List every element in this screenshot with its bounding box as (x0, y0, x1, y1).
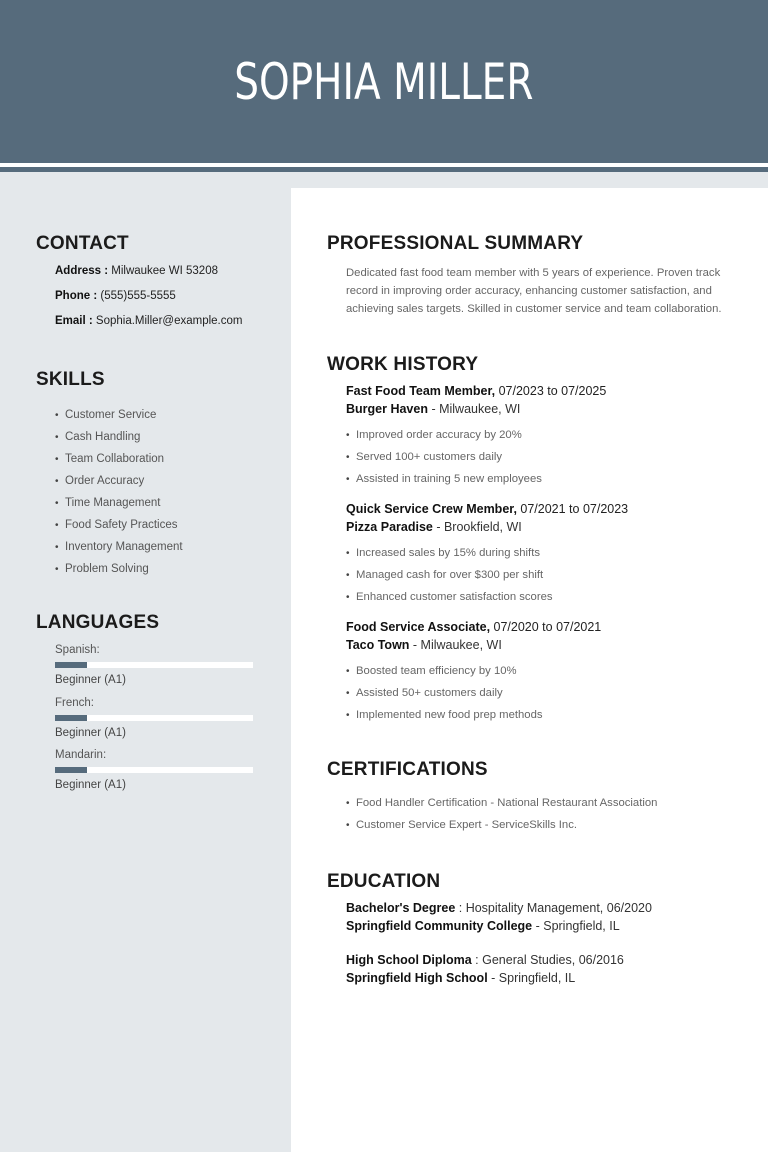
language-name: Spanish: (55, 644, 100, 656)
job-bullets (346, 424, 746, 490)
job-bullets (346, 542, 746, 608)
job-company-line (346, 520, 746, 538)
education-heading: EDUCATION (327, 871, 441, 892)
job-role: Fast Food Team Member, (346, 384, 496, 398)
bullet-icon: • (55, 519, 59, 531)
education-school: Springfield High School (346, 971, 488, 985)
job-entry (346, 620, 746, 726)
job-bullet: • Implemented new food prep methods (346, 709, 543, 721)
job-title-line (346, 620, 746, 638)
summary-heading: PROFESSIONAL SUMMARY (327, 233, 584, 254)
bullet-icon: • (55, 475, 59, 487)
job-company: Burger Haven (346, 402, 428, 416)
education-location: - Springfield, IL (487, 971, 576, 985)
address-label: Address : (55, 265, 109, 277)
education-field: : General Studies, 06/2016 (471, 953, 624, 967)
job-bullet: • Managed cash for over $300 per shift (346, 569, 544, 581)
job-bullet: • Enhanced customer satisfaction scores (346, 591, 553, 603)
certification-item: • Food Handler Certification - National Restaurant Association (346, 797, 658, 809)
skill-item: • Cash Handling (55, 431, 141, 443)
job-dates: 07/2021 to 07/2023 (516, 502, 629, 516)
education-location: - Springfield, IL (532, 919, 620, 933)
language-proficiency-bar (55, 662, 253, 668)
job-bullet: • Improved order accuracy by 20% (346, 429, 522, 441)
bullet-icon: • (55, 409, 59, 421)
bullet-icon: • (55, 563, 59, 575)
language-level: Beginner (A1) (55, 674, 126, 686)
email-label: Email : (55, 315, 93, 327)
contact-phone (55, 290, 176, 302)
language-name: Mandarin: (55, 749, 107, 761)
education-school-line (346, 919, 746, 937)
bullet-icon: • (346, 569, 350, 581)
job-location: - Milwaukee, WI (427, 402, 521, 416)
contact-heading: CONTACT (36, 233, 129, 254)
resume-header (0, 0, 768, 163)
job-bullet: • Assisted 50+ customers daily (346, 687, 503, 699)
job-entry (346, 384, 746, 490)
job-bullet: • Increased sales by 15% during shifts (346, 547, 540, 559)
job-title-line (346, 502, 746, 520)
skills-heading: SKILLS (36, 369, 105, 390)
education-school: Springfield Community College (346, 919, 533, 933)
job-bullets (346, 660, 746, 726)
language-level: Beginner (A1) (55, 727, 126, 739)
education-entry (346, 901, 746, 937)
phone-value: (555)555-5555 (100, 290, 176, 302)
bullet-icon: • (55, 541, 59, 553)
education-field: : Hospitality Management, 06/2020 (455, 901, 652, 915)
job-company-line (346, 402, 746, 420)
address-value: Milwaukee WI 53208 (111, 265, 218, 277)
bullet-icon: • (346, 687, 350, 699)
contact-email (55, 315, 242, 327)
bullet-icon: • (55, 431, 59, 443)
skill-item: • Order Accuracy (55, 475, 145, 487)
job-company-line (346, 638, 746, 656)
education-school-line (346, 971, 746, 989)
job-bullet: • Served 100+ customers daily (346, 451, 502, 463)
contact-address (55, 265, 218, 277)
language-item (55, 749, 255, 791)
certifications-list (346, 792, 657, 836)
job-location: - Brookfield, WI (432, 520, 522, 534)
language-name: French: (55, 697, 94, 709)
bullet-icon: • (346, 665, 350, 677)
certifications-heading: CERTIFICATIONS (327, 759, 488, 780)
education-degree: Bachelor's Degree (346, 901, 456, 915)
job-bullet: • Boosted team efficiency by 10% (346, 665, 517, 677)
education-entry (346, 953, 746, 989)
bullet-icon: • (346, 797, 350, 809)
job-location: - Milwaukee, WI (409, 638, 502, 652)
bullet-icon: • (346, 429, 350, 441)
skill-item: • Problem Solving (55, 563, 149, 575)
job-dates: 07/2023 to 07/2025 (495, 384, 607, 398)
skill-item: • Inventory Management (55, 541, 183, 553)
job-company: Pizza Paradise (346, 520, 433, 534)
skill-item: • Food Safety Practices (55, 519, 178, 531)
candidate-name: SOPHIA MILLER (234, 52, 534, 111)
skill-item: • Time Management (55, 497, 161, 509)
language-proficiency-fill (55, 662, 87, 668)
education-degree-line (346, 901, 746, 919)
job-entry (346, 502, 746, 608)
language-proficiency-fill (55, 715, 87, 721)
email-value: Sophia.Miller@example.com (95, 315, 243, 327)
bullet-icon: • (346, 819, 350, 831)
bullet-icon: • (55, 497, 59, 509)
bullet-icon: • (346, 451, 350, 463)
job-company: Taco Town (346, 638, 410, 652)
language-proficiency-bar (55, 767, 253, 773)
phone-label: Phone : (55, 290, 98, 302)
job-role: Quick Service Crew Member, (346, 502, 517, 516)
job-role: Food Service Associate, (346, 620, 491, 634)
language-proficiency-fill (55, 767, 87, 773)
bullet-icon: • (346, 547, 350, 559)
bullet-icon: • (346, 591, 350, 603)
summary-text: Dedicated fast food team member with 5 years of experience. Proven track record in improving order accuracy, enhancing customer satisfaction, and achieving sales targets. Skilled in customer service and team collaboration. (346, 267, 722, 315)
skills-list (55, 404, 183, 580)
language-item (55, 697, 255, 739)
skill-item: • Team Collaboration (55, 453, 165, 465)
job-bullet: • Assisted in training 5 new employees (346, 473, 542, 485)
certification-item: • Customer Service Expert - ServiceSkills Inc. (346, 819, 577, 831)
work-history-heading: WORK HISTORY (327, 354, 479, 375)
job-dates: 07/2020 to 07/2021 (490, 620, 602, 634)
language-proficiency-bar (55, 715, 253, 721)
job-title-line (346, 384, 746, 402)
education-degree-line (346, 953, 746, 971)
language-level: Beginner (A1) (55, 779, 126, 791)
education-degree: High School Diploma (346, 953, 472, 967)
bullet-icon: • (346, 473, 350, 485)
skill-item: • Customer Service (55, 409, 157, 421)
bullet-icon: • (346, 709, 350, 721)
bullet-icon: • (55, 453, 59, 465)
language-item (55, 644, 255, 686)
languages-heading: LANGUAGES (36, 612, 160, 633)
